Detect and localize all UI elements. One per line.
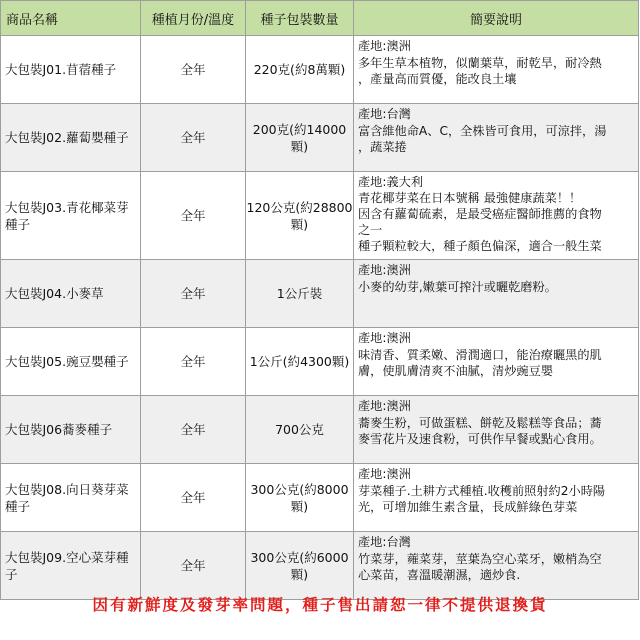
table-header-row [1,1,639,36]
description-line: 產地:澳洲 [358,399,411,413]
product-description [354,104,639,172]
product-name: 大包裝J08.向日葵芽菜種子 [1,464,141,532]
product-name: 大包裝J06蕎麥種子 [1,396,141,464]
product-name: 大包裝J02.蘿蔔嬰種子 [1,104,141,172]
description-line: 產地:澳洲 [358,263,411,277]
description-line: 種子顆粒較大，種子顏色偏深，適合一般生菜 [358,239,602,253]
description-line: 多年生草本植物，似蘭葉草，耐乾旱，耐冷熱 [358,55,602,70]
description-line: 產地:台灣 [358,107,411,121]
package-quantity: 300公克(約8000顆) [246,464,354,532]
description-line: 光，可增加維生素含量，長成鮮綠色芽菜 [358,500,578,514]
product-description [354,328,639,396]
table-row [1,104,639,172]
description-line: 麥雪花片及速食粉，可供作早餐或點心食用。 [358,432,602,446]
product-name: 大包裝J05.豌豆嬰種子 [1,328,141,396]
header-package-quantity: 種子包裝數量 [246,1,354,36]
table-row [1,464,639,532]
package-quantity: 120公克(約28800顆) [246,172,354,260]
planting-month: 全年 [141,172,246,260]
description-line: 產地:澳洲 [358,467,411,481]
description-line: 產地:澳洲 [358,39,411,53]
table-row [1,328,639,396]
planting-month: 全年 [141,532,246,600]
description-line: 心菜苗，喜溫暖潮濕，適炒食. [358,568,521,582]
description-line: 膚，使肌膚清爽不油膩，清炒豌豆嬰 [358,364,553,378]
description-line: 竹菜芽，蕹菜芽，莖葉為空心菜牙，嫩梢為空 [358,551,602,566]
table-row [1,172,639,260]
description-line: ，蔬菜捲 [358,140,407,154]
header-product-name: 商品名稱 [1,1,141,36]
description-line: 小麥的幼芽,嫩葉可搾汁或曬乾磨粉。 [358,279,557,294]
planting-month: 全年 [141,104,246,172]
description-line: 因含有蘿蔔硫素，是最受癌症醫師推薦的食物 [358,207,602,221]
product-description [354,260,639,328]
product-name: 大包裝J01.苜蓿種子 [1,36,141,104]
return-policy-notice: 因有新鮮度及發芽率問題，種子售出請恕一律不提供退換貨 [92,596,548,614]
description-line: 富含維他命A、C，全株皆可食用，可涼拌，湯 [358,123,607,138]
table-row [1,532,639,600]
planting-month: 全年 [141,260,246,328]
planting-month: 全年 [141,464,246,532]
product-name: 大包裝J04.小麥草 [1,260,141,328]
package-quantity: 1公斤裝 [246,260,354,328]
description-line: ，產量高而質優，能改良土壤 [358,72,517,86]
package-quantity: 700公克 [246,396,354,464]
description-line: 蕎麥生粉，可做蛋糕、餅乾及鬆糕等食品；蕎 [358,415,602,430]
product-description [354,36,639,104]
description-line: 產地:台灣 [358,535,411,549]
product-description [354,396,639,464]
package-quantity: 300公克(約6000顆) [246,532,354,600]
product-description [354,464,639,532]
package-quantity: 220克(約8萬顆) [246,36,354,104]
table-row [1,36,639,104]
planting-month: 全年 [141,36,246,104]
product-description [354,532,639,600]
product-description [354,172,639,260]
description-line: 青花椰芽菜在日本號稱 最強健康蔬菜！！ [358,191,582,205]
table-row [1,396,639,464]
header-planting-month: 種植月份/溫度 [141,1,246,36]
table-body [1,36,639,600]
package-quantity: 200克(約14000顆) [246,104,354,172]
description-line: 芽菜種子.土耕方式種植.收穫前照射約2小時陽 [358,483,606,498]
package-quantity: 1公斤(約4300顆) [246,328,354,396]
product-name: 大包裝J03.青花椰菜芽種子 [1,172,141,260]
planting-month: 全年 [141,328,246,396]
description-line: 產地:澳洲 [358,331,411,345]
product-name: 大包裝J09.空心菜芽種子 [1,532,141,600]
header-description: 簡要說明 [354,1,639,36]
planting-month: 全年 [141,396,246,464]
description-line: 產地:義大利 [358,175,424,189]
table-row [1,260,639,328]
description-line: 味清香、質柔嫩、滑潤適口，能治療曬黑的肌 [358,347,602,362]
description-line: 之一 [358,223,383,237]
